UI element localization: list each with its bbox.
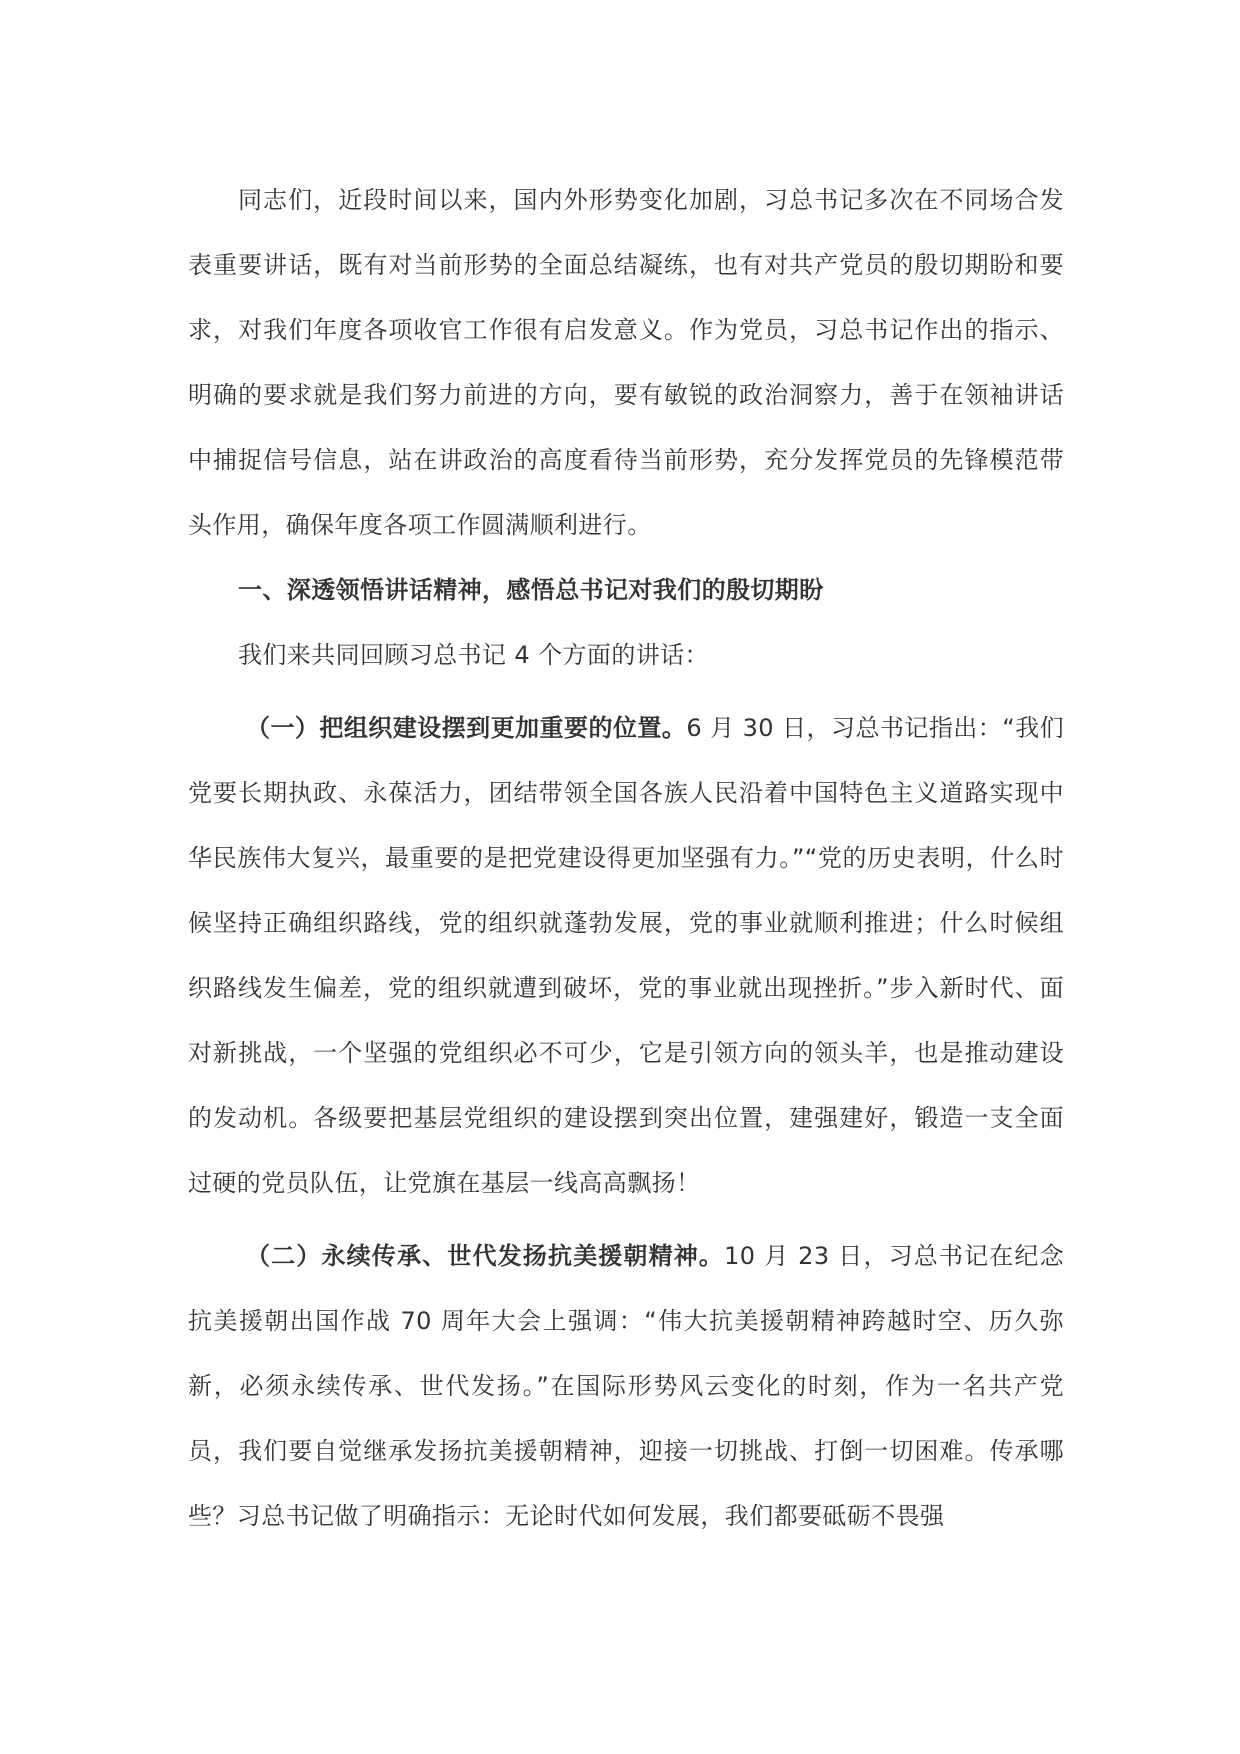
intro-paragraph: 同志们，近段时间以来，国内外形势变化加剧，习总书记多次在不同场合发表重要讲话，既有对当前形势的全面总结凝练，也有对共产党员的殷切期盼和要求，对我们年度各项收官工作很有启发意义。作为党员，习总书记作出的指示、明确的要求就是我们努力前进的方向，要有敏锐的政治洞察力，善于在领袖讲话中捕捉信号信息，站在讲政治的高度看待当前形势，充分发挥党员的先锋模范带头作用，确保年度各项工作圆满顺利进行。 [188,186,1064,539]
document-body [188,168,1064,1549]
section-heading: 一、深透领悟讲话精神，感悟总书记对我们的殷切期盼 [238,576,824,604]
review-intro-paragraph: 我们来共同回顾习总书记 4 个方面的讲话： [238,641,709,669]
point-two-text: 10 月 23 日，习总书记在纪念抗美援朝出国作战 70 周年大会上强调：“伟大抗美援朝精神跨越时空、历久弥新，必须永续传承、世代发扬。”在国际形势风云变化的时刻，作为一名共产党员，我们要自觉继承发扬抗美援朝精神，迎接一切挑战、打倒一切困难。传承哪些？习总书记做了明确指示：无论时代如何发展，我们都要砥砺不畏强 [188,1242,1064,1530]
point-one-text: 6 月 30 日，习总书记指出：“我们党要长期执政、永葆活力，团结带领全国各族人民沿着中国特色主义道路实现中华民族伟大复兴，最重要的是把党建设得更加坚强有力。”“党的历史表明，什么时候坚持正确组织路线，党的组织就蓬勃发展，党的事业就顺利推进；什么时候组织路线发生偏差，党的组织就遭到破坏，党的事业就出现挫折。”步入新时代、面对新挑战，一个坚强的党组织必不可少，它是引领方向的领头羊，也是推动建设的发动机。各级要把基层党组织的建设摆到突出位置，建强建好，锻造一支全面过硬的党员队伍，让党旗在基层一线高高飘扬！ [188,714,1064,1197]
point-two-heading: （二）永续传承、世代发扬抗美援朝精神。 [246,1242,725,1270]
point-one-heading: （一）把组织建设摆到更加重要的位置。 [246,714,687,742]
point-one-paragraph [188,696,1064,1216]
point-two-paragraph [188,1224,1064,1549]
